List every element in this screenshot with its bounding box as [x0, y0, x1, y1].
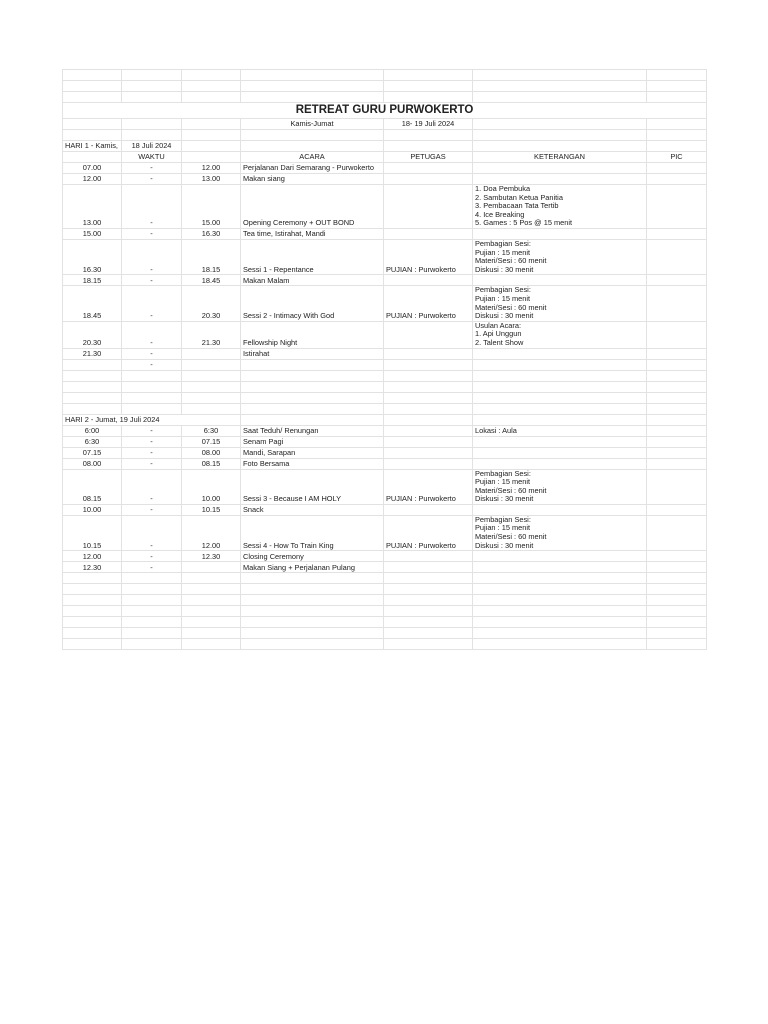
petugas-cell [384, 321, 473, 348]
acara-cell [241, 359, 384, 370]
pic-cell [647, 321, 707, 348]
petugas-cell: PUJIAN : Purwokerto [384, 239, 473, 274]
time-end: 07.15 [182, 436, 241, 447]
pic-cell [647, 359, 707, 370]
schedule-row [63, 359, 707, 370]
day1-date: 18 Juli 2024 [122, 141, 182, 152]
blank-row [63, 130, 707, 141]
keterangan-cell [473, 458, 647, 469]
pic-cell [647, 275, 707, 286]
time-start [63, 359, 122, 370]
time-end: 21.30 [182, 321, 241, 348]
petugas-cell [384, 562, 473, 573]
schedule-row [63, 321, 707, 348]
blank-row [63, 81, 707, 92]
time-end: 08.00 [182, 447, 241, 458]
blank-row [63, 381, 707, 392]
schedule-row [63, 447, 707, 458]
time-dash: - [122, 163, 182, 174]
petugas-cell [384, 275, 473, 286]
time-dash: - [122, 239, 182, 274]
header-row [63, 152, 707, 163]
acara-cell: Sessi 4 - How To Train King [241, 515, 384, 550]
time-end: 12.30 [182, 551, 241, 562]
subtitle-dates: 18- 19 Juli 2024 [384, 119, 473, 130]
petugas-cell [384, 458, 473, 469]
pic-cell [647, 515, 707, 550]
keterangan-cell: Lokasi : Aula [473, 425, 647, 436]
schedule-row [63, 425, 707, 436]
acara-cell: Opening Ceremony + OUT BOND [241, 185, 384, 229]
time-start: 21.30 [63, 348, 122, 359]
time-start: 15.00 [63, 228, 122, 239]
blank-row [63, 584, 707, 595]
keterangan-cell: 1. Doa Pembuka 2. Sambutan Ketua Panitia 3. Pembacaan Tata Tertib 4. Ice Breaking 5. Games : 5 Pos @ 15 menit [473, 185, 647, 229]
pic-cell [647, 286, 707, 321]
keterangan-cell [473, 447, 647, 458]
keterangan-cell [473, 562, 647, 573]
keterangan-cell [473, 163, 647, 174]
subtitle-days: Kamis-Jumat [241, 119, 384, 130]
keterangan-cell [473, 174, 647, 185]
pic-cell [647, 504, 707, 515]
petugas-cell [384, 447, 473, 458]
acara-cell: Tea time, Istirahat, Mandi [241, 228, 384, 239]
acara-cell: Makan siang [241, 174, 384, 185]
pic-cell [647, 174, 707, 185]
time-dash: - [122, 174, 182, 185]
time-start: 18.45 [63, 286, 122, 321]
time-end: 18.45 [182, 275, 241, 286]
time-start: 6:00 [63, 425, 122, 436]
time-end: 18.15 [182, 239, 241, 274]
time-dash: - [122, 321, 182, 348]
schedule-table [62, 69, 707, 650]
keterangan-cell [473, 228, 647, 239]
time-dash: - [122, 458, 182, 469]
schedule-row [63, 185, 707, 229]
header-acara: ACARA [241, 152, 384, 163]
acara-cell: Foto Bersama [241, 458, 384, 469]
time-start: 07.15 [63, 447, 122, 458]
time-dash: - [122, 436, 182, 447]
time-end [182, 348, 241, 359]
acara-cell: Mandi, Sarapan [241, 447, 384, 458]
schedule-row [63, 174, 707, 185]
pic-cell [647, 239, 707, 274]
time-dash: - [122, 275, 182, 286]
keterangan-cell: Pembagian Sesi: Pujian : 15 menit Materi/Sesi : 60 menit Diskusi : 30 menit [473, 239, 647, 274]
acara-cell: Perjalanan Dari Semarang - Purwokerto [241, 163, 384, 174]
blank-row [63, 617, 707, 628]
time-end: 15.00 [182, 185, 241, 229]
acara-cell: Closing Ceremony [241, 551, 384, 562]
time-dash: - [122, 515, 182, 550]
time-start: 08.00 [63, 458, 122, 469]
petugas-cell [384, 174, 473, 185]
blank-row [63, 628, 707, 639]
time-end [182, 562, 241, 573]
time-end: 13.00 [182, 174, 241, 185]
acara-cell: Snack [241, 504, 384, 515]
keterangan-cell [473, 359, 647, 370]
title-row [63, 103, 707, 119]
petugas-cell [384, 436, 473, 447]
schedule-row [63, 286, 707, 321]
time-end: 08.15 [182, 458, 241, 469]
pic-cell [647, 458, 707, 469]
header-keterangan: KETERANGAN [473, 152, 647, 163]
time-start: 12.00 [63, 551, 122, 562]
day1-label-row [63, 141, 707, 152]
time-start: 10.00 [63, 504, 122, 515]
petugas-cell [384, 185, 473, 229]
pic-cell [647, 163, 707, 174]
petugas-cell [384, 425, 473, 436]
subtitle-row [63, 119, 707, 130]
blank-row [63, 70, 707, 81]
time-end: 12.00 [182, 515, 241, 550]
schedule-row [63, 228, 707, 239]
time-end: 16.30 [182, 228, 241, 239]
time-end: 20.30 [182, 286, 241, 321]
keterangan-cell [473, 275, 647, 286]
keterangan-cell [473, 551, 647, 562]
time-end: 6:30 [182, 425, 241, 436]
time-start: 07.00 [63, 163, 122, 174]
time-dash: - [122, 469, 182, 504]
blank-row [63, 392, 707, 403]
acara-cell: Sessi 1 - Repentance [241, 239, 384, 274]
keterangan-cell [473, 504, 647, 515]
keterangan-cell [473, 348, 647, 359]
schedule-row [63, 348, 707, 359]
acara-cell: Makan Malam [241, 275, 384, 286]
keterangan-cell [473, 436, 647, 447]
blank-row [63, 639, 707, 650]
petugas-cell [384, 163, 473, 174]
time-start: 6:30 [63, 436, 122, 447]
time-dash: - [122, 348, 182, 359]
time-dash: - [122, 504, 182, 515]
petugas-cell: PUJIAN : Purwokerto [384, 286, 473, 321]
time-start: 08.15 [63, 469, 122, 504]
blank-row [63, 403, 707, 414]
schedule-row [63, 239, 707, 274]
pic-cell [647, 551, 707, 562]
keterangan-cell: Pembagian Sesi: Pujian : 15 menit Materi/Sesi : 60 menit Diskusi : 30 menit [473, 286, 647, 321]
day2-label: HARI 2 - Jumat, 19 Juli 2024 [63, 414, 241, 425]
time-dash: - [122, 425, 182, 436]
petugas-cell [384, 551, 473, 562]
header-petugas: PETUGAS [384, 152, 473, 163]
pic-cell [647, 348, 707, 359]
schedule-row [63, 551, 707, 562]
time-dash: - [122, 562, 182, 573]
time-start: 18.15 [63, 275, 122, 286]
pic-cell [647, 447, 707, 458]
acara-cell: Senam Pagi [241, 436, 384, 447]
acara-cell: Makan Siang + Perjalanan Pulang [241, 562, 384, 573]
time-dash: - [122, 228, 182, 239]
day2-label-row [63, 414, 707, 425]
acara-cell: Sessi 2 - Intimacy With God [241, 286, 384, 321]
header-waktu: WAKTU [122, 152, 182, 163]
pic-cell [647, 436, 707, 447]
blank-row [63, 370, 707, 381]
blank-row [63, 595, 707, 606]
keterangan-cell: Pembagian Sesi: Pujian : 15 menit Materi/Sesi : 60 menit Diskusi : 30 menit [473, 515, 647, 550]
schedule-row [63, 275, 707, 286]
time-end: 10.00 [182, 469, 241, 504]
page-title: RETREAT GURU PURWOKERTO [63, 103, 707, 119]
keterangan-cell: Pembagian Sesi: Pujian : 15 menit Materi/Sesi : 60 menit Diskusi : 30 menit [473, 469, 647, 504]
time-start: 12.00 [63, 174, 122, 185]
time-start: 16.30 [63, 239, 122, 274]
pic-cell [647, 228, 707, 239]
petugas-cell [384, 504, 473, 515]
petugas-cell: PUJIAN : Purwokerto [384, 469, 473, 504]
acara-cell: Sessi 3 - Because I AM HOLY [241, 469, 384, 504]
schedule-row [63, 458, 707, 469]
time-end: 12.00 [182, 163, 241, 174]
schedule-row [63, 436, 707, 447]
petugas-cell [384, 359, 473, 370]
spreadsheet [62, 69, 706, 650]
time-dash: - [122, 551, 182, 562]
schedule-row [63, 515, 707, 550]
pic-cell [647, 185, 707, 229]
time-start: 10.15 [63, 515, 122, 550]
time-dash: - [122, 359, 182, 370]
acara-cell: Fellowship Night [241, 321, 384, 348]
time-start: 13.00 [63, 185, 122, 229]
pic-cell [647, 425, 707, 436]
table-body [63, 70, 707, 650]
schedule-row [63, 469, 707, 504]
blank-row [63, 92, 707, 103]
time-start: 12.30 [63, 562, 122, 573]
pic-cell [647, 562, 707, 573]
petugas-cell [384, 348, 473, 359]
day1-label: HARI 1 - Kamis, [63, 141, 122, 152]
time-end [182, 359, 241, 370]
acara-cell: Istirahat [241, 348, 384, 359]
petugas-cell [384, 228, 473, 239]
time-dash: - [122, 185, 182, 229]
acara-cell: Saat Teduh/ Renungan [241, 425, 384, 436]
time-start: 20.30 [63, 321, 122, 348]
schedule-row [63, 504, 707, 515]
pic-cell [647, 469, 707, 504]
schedule-row [63, 163, 707, 174]
blank-row [63, 606, 707, 617]
keterangan-cell: Usulan Acara: 1. Api Unggun 2. Talent Show [473, 321, 647, 348]
schedule-row [63, 562, 707, 573]
header-pic: PIC [647, 152, 707, 163]
time-end: 10.15 [182, 504, 241, 515]
time-dash: - [122, 286, 182, 321]
time-dash: - [122, 447, 182, 458]
blank-row [63, 573, 707, 584]
petugas-cell: PUJIAN : Purwokerto [384, 515, 473, 550]
